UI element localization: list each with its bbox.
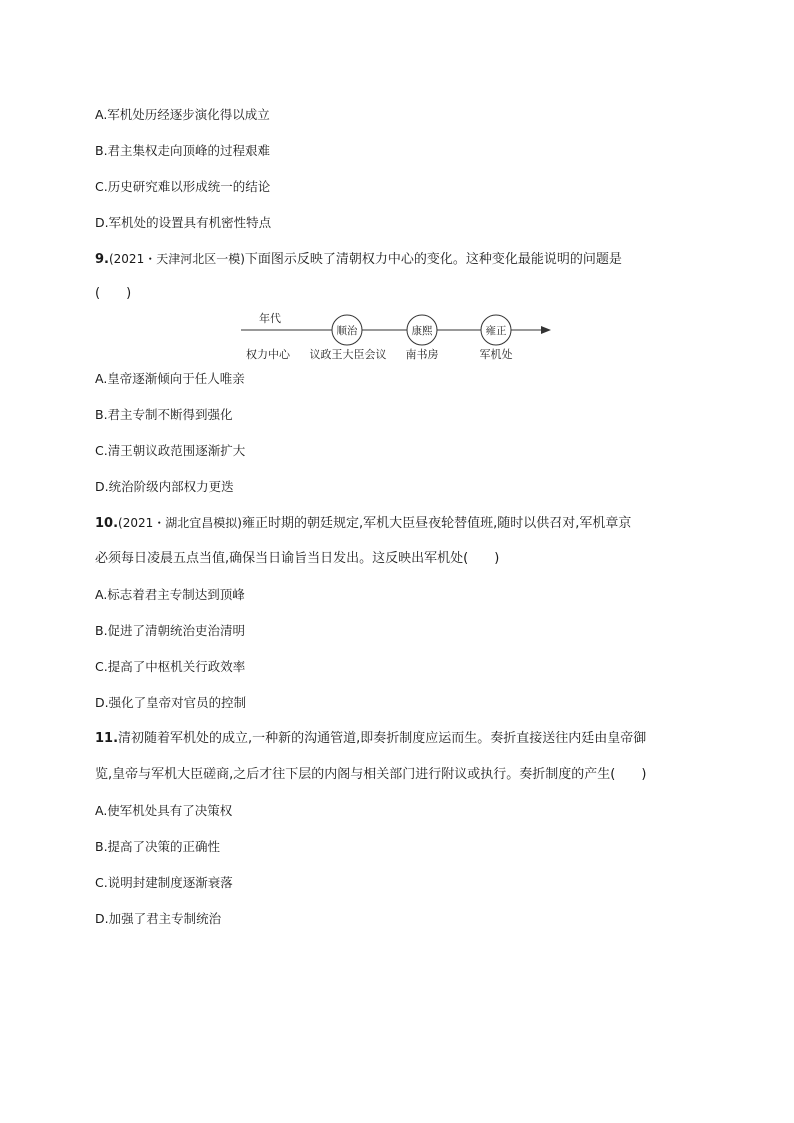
era-label-shunzhi: 顺治 <box>336 325 358 337</box>
q9-answer-blank: ( ) <box>95 286 132 301</box>
q8-option-d: D.军机处的设置具有机密性特点 <box>95 215 272 230</box>
center-label-kangxi: 南书房 <box>405 348 439 361</box>
q11-option-c: C.说明封建制度逐渐衰落 <box>95 875 233 890</box>
q10-stem-line1 <box>95 514 631 533</box>
q8-option-a: A.军机处历经逐步演化得以成立 <box>95 107 270 122</box>
row-label: 权力中心 <box>246 348 290 361</box>
q11-stem-text: 清初随着军机处的成立,一种新的沟通管道,即奏折制度应运而生。奏折直接送往内廷由皇帝御 <box>118 731 647 746</box>
q10-stem-line2: 必须每日凌晨五点当值,确保当日谕旨当日发出。这反映出军机处( ) <box>95 551 500 566</box>
q8-option-b: B.君主集权走向顶峰的过程艰难 <box>95 143 271 158</box>
q9-diagram <box>230 308 560 368</box>
center-label-shunzhi: 议政王大臣会议 <box>309 348 387 361</box>
q11-option-b: B.提高了决策的正确性 <box>95 839 221 854</box>
q9-option-d: D.统治阶级内部权力更迭 <box>95 479 234 494</box>
q10-option-a: A.标志着君主专制达到顶峰 <box>95 587 245 602</box>
q8-option-c: C.历史研究难以形成统一的结论 <box>95 179 271 194</box>
q9-stem <box>95 250 622 269</box>
q9-stem-text: 下面图示反映了清朝权力中心的变化。这种变化最能说明的问题是 <box>244 252 622 267</box>
q11-option-a: A.使军机处具有了决策权 <box>95 803 233 818</box>
q9-option-b: B.君主专制不断得到强化 <box>95 407 233 422</box>
q11-option-d: D.加强了君主专制统治 <box>95 911 222 926</box>
q9-source: (2021・天津河北区一模) <box>108 252 245 266</box>
q10-number: 10. <box>95 516 119 531</box>
q11-number: 11. <box>95 731 119 746</box>
q10-option-c: C.提高了中枢机关行政效率 <box>95 659 246 674</box>
q10-stem-text: 雍正时期的朝廷规定,军机大臣昼夜轮替值班,随时以供召对,军机章京 <box>241 516 632 531</box>
q10-source: (2021・湖北宜昌模拟) <box>118 516 242 530</box>
center-label-yongzheng: 军机处 <box>479 348 513 361</box>
q9-number: 9. <box>95 252 109 267</box>
q10-option-b: B.促进了清朝统治吏治清明 <box>95 623 246 638</box>
q11-stem-line1 <box>95 730 646 748</box>
era-label-kangxi: 康熙 <box>411 325 433 337</box>
axis-label: 年代 <box>259 312 281 325</box>
q9-option-c: C.清王朝议政范围逐渐扩大 <box>95 443 246 458</box>
q11-stem-line2: 览,皇帝与军机大臣磋商,之后才往下层的内阁与相关部门进行附议或执行。奏折制度的产生( ) <box>95 767 647 782</box>
q9-option-a: A.皇帝逐渐倾向于任人唯亲 <box>95 371 245 386</box>
q10-option-d: D.强化了皇帝对官员的控制 <box>95 695 247 710</box>
era-label-yongzheng: 雍正 <box>485 325 507 337</box>
